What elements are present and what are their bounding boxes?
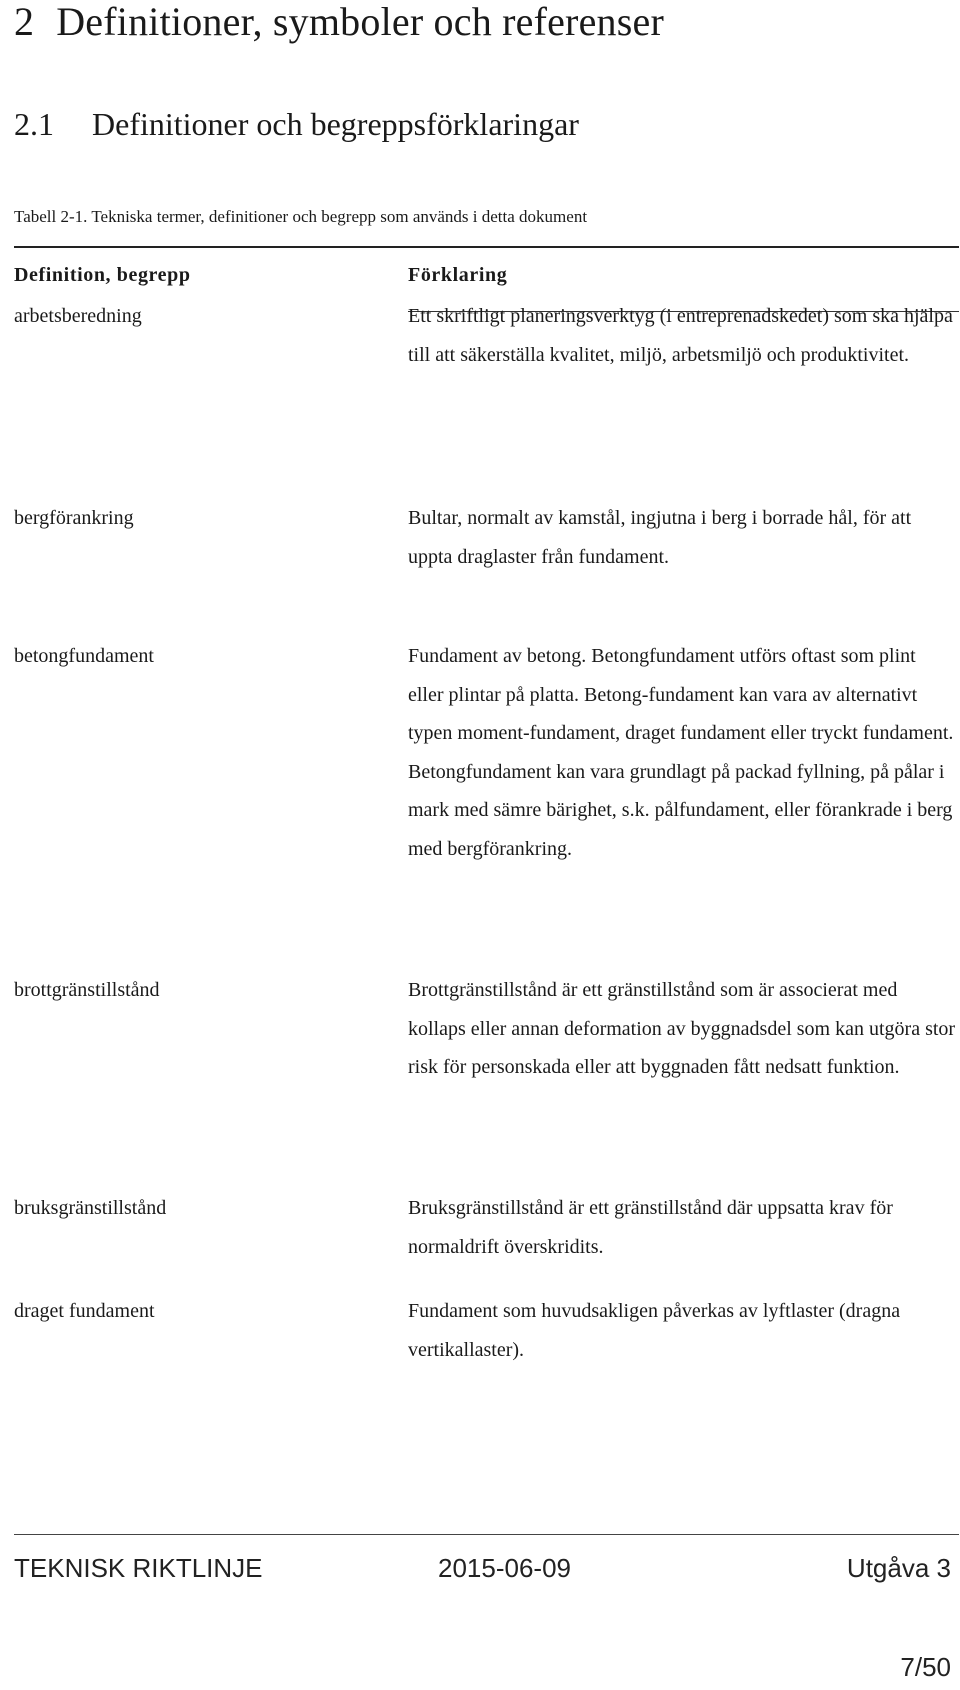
table-header-term: Definition, begrepp <box>14 264 191 286</box>
footer-rule <box>14 1534 959 1535</box>
section-title: Definitioner och begreppsförklaringar <box>92 106 579 142</box>
table-row-term: brottgränstillstånd <box>14 979 160 1001</box>
table-header-explanation: Förklaring <box>408 264 508 286</box>
page-number: 7/50 <box>900 1652 951 1682</box>
footer-document-type: TEKNISK RIKTLINJE <box>14 1553 263 1583</box>
table-row-explanation: Fundament som huvudsakligen påverkas av lyftlaster (dragna vertikallaster). <box>408 1300 901 1361</box>
table-row-term: draget fundament <box>14 1300 155 1322</box>
chapter-number: 2 <box>14 0 35 44</box>
table-row-explanation: Brottgränstillstånd är ett gränstillstånd som är associerat med kollaps eller annan deformation av byggnadsdel som kan utgöra stor risk för personskada eller att byggnaden fått nedsatt funktion. <box>408 979 956 1079</box>
table-row-explanation: Ett skriftligt planeringsverktyg (i entreprenadskedet) som ska hjälpa till att säkerställa kvalitet, miljö, arbetsmiljö och produktivitet. <box>408 305 953 366</box>
footer-date: 2015-06-09 <box>438 1553 571 1583</box>
table-caption: Tabell 2-1. Tekniska termer, definitioner och begrepp som används i detta dokument <box>14 207 588 226</box>
section-heading <box>14 104 579 144</box>
table-row-explanation: Bruksgränstillstånd är ett gränstillstånd där uppsatta krav för normaldrift överskridits. <box>408 1197 893 1258</box>
chapter-heading <box>14 0 664 44</box>
table-top-rule <box>14 246 959 248</box>
table-row-explanation: Fundament av betong. Betongfundament utförs oftast som plint eller plintar på platta. Betong-fundament kan vara av alternativt typen moment-fundament, draget fundament eller tryckt fundament. Betongfundament kan vara grundlagt på packad fyllning, på pålar i mark med sämre bärighet, s.k. pålfundament, eller förankrade i berg med bergförankring. <box>408 645 954 860</box>
table-row-term: betongfundament <box>14 645 154 667</box>
chapter-title: Definitioner, symboler och referenser <box>56 0 664 44</box>
table-row-term: bruksgränstillstånd <box>14 1197 167 1219</box>
table-row-term: arbetsberedning <box>14 305 142 327</box>
footer-edition: Utgåva 3 <box>846 1553 951 1583</box>
table-row-explanation: Bultar, normalt av kamstål, ingjutna i berg i borrade hål, för att uppta draglaster från fundament. <box>408 507 912 568</box>
section-number: 2.1 <box>14 106 54 142</box>
table-row-term: bergförankring <box>14 507 134 529</box>
